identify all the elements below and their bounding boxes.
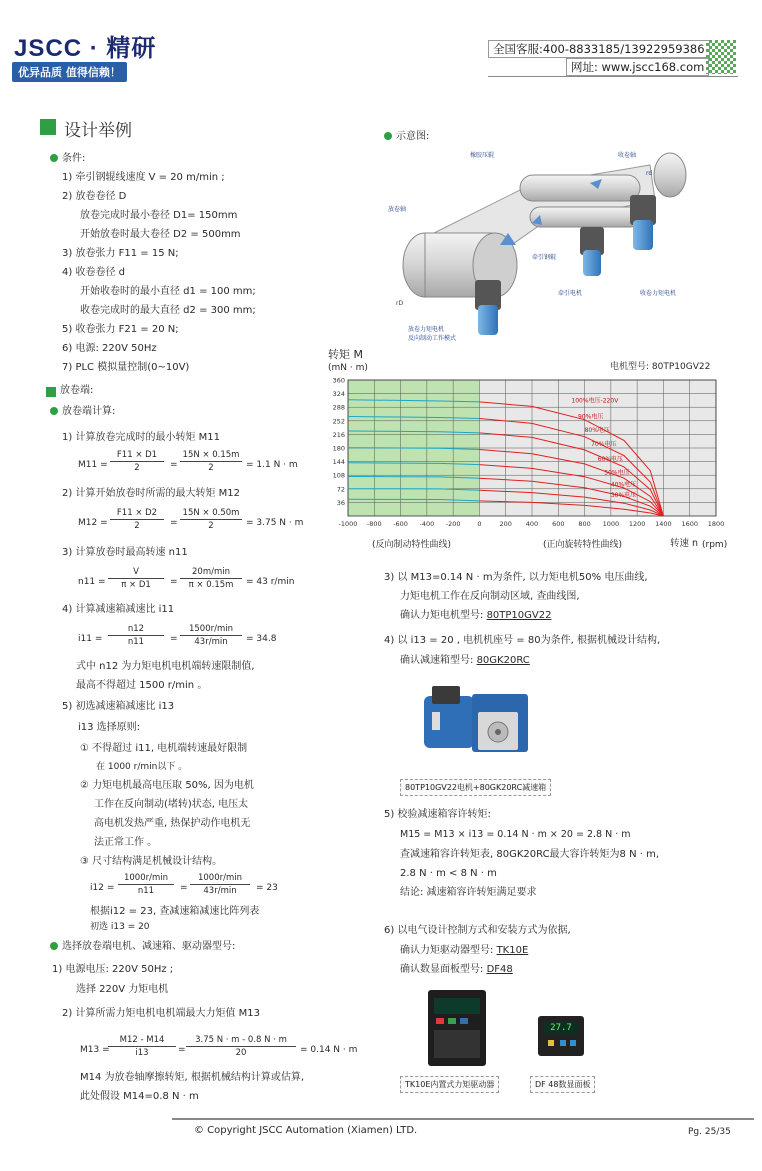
s4-result: = 34.8 xyxy=(246,634,277,644)
cond-2: 2) 放卷卷径 D xyxy=(62,191,127,202)
chart-model-label: 电机型号: 80TP10GV22 xyxy=(610,362,711,372)
s5-b2c: 高电机发热严重, 热保护动作电机无 xyxy=(94,818,251,829)
step-1: 1) 计算放卷完成时的最小转矩 M11 xyxy=(62,432,220,443)
s5-den1: n11 xyxy=(137,886,155,896)
chart-xunit: (rpm) xyxy=(702,540,728,550)
lbl-rewind-motor: 收卷力矩电机 xyxy=(640,290,677,297)
sel2-result: = 0.14 N · m xyxy=(300,1045,358,1055)
bullet-icon xyxy=(50,154,58,162)
select-label-text: 选择放卷端电机、减速箱、驱动器型号: xyxy=(62,941,236,952)
s5-c2: 初选 i13 = 20 xyxy=(90,922,150,932)
photo3-caption: DF 48数显面板 xyxy=(530,1076,595,1093)
s5-b3: ③ 尺寸结构满足机械设计结构。 xyxy=(80,856,223,867)
s3-num1: V xyxy=(108,567,164,579)
panel-button-icon xyxy=(570,1040,576,1046)
series-label: 100%电压-220V xyxy=(571,397,619,405)
motor-traction-icon xyxy=(580,227,604,276)
r6c-pre: 确认数显面板型号: xyxy=(400,964,487,975)
series-label: 60%电压 xyxy=(597,455,624,463)
series-label: 90%电压 xyxy=(578,413,604,421)
s5-c1: 根据i12 = 23, 查减速箱减速比阵列表 xyxy=(90,906,260,917)
motor-unwind-icon xyxy=(475,280,501,335)
panel-photo xyxy=(538,1016,584,1056)
sel2-frac1 xyxy=(108,1035,176,1058)
x-tick-label: -400 xyxy=(419,520,435,528)
s5-result: = 23 xyxy=(256,883,278,893)
chart-yunit: (mN · m) xyxy=(328,363,368,373)
sel2-den1: i13 xyxy=(135,1048,149,1058)
footer-rule xyxy=(172,1118,754,1120)
series-label: 40%电压 xyxy=(610,481,637,489)
s4-frac2 xyxy=(180,624,242,647)
x-tick-label: 0 xyxy=(477,520,482,528)
eq: = xyxy=(180,883,188,893)
sel2-note-a: M14 为放卷轴摩擦转矩, 根据机械结构计算或估算, xyxy=(80,1072,305,1083)
step-5: 5) 初选减速箱减速比 i13 xyxy=(62,701,175,712)
s2-frac2 xyxy=(180,508,242,531)
lbl-rD: rD xyxy=(396,300,404,307)
cond-4: 4) 收卷卷径 d xyxy=(62,267,125,278)
series-label: 80%电压 xyxy=(584,427,610,435)
cond-4b: 收卷完成时的最大直径 d2 = 300 mm; xyxy=(80,305,256,316)
unwind-marker xyxy=(46,387,56,397)
r4a: 4) 以 i13 = 20 , 电机机座号 = 80为条件, 根据机械设计结构, xyxy=(384,635,661,646)
s5-den2: 43r/min xyxy=(203,886,237,896)
s1-frac1 xyxy=(110,450,164,473)
x-tick-label: 600 xyxy=(552,520,565,528)
x-tick-label: -800 xyxy=(366,520,382,528)
bullet-icon xyxy=(384,132,392,140)
s4-num2: 1500r/min xyxy=(180,624,242,636)
s3-num2: 20m/min xyxy=(180,567,242,579)
sel2-lhs: M13 = xyxy=(80,1045,110,1055)
eq: = xyxy=(170,460,178,470)
r5b: M15 = M13 × i13 = 0.14 N · m × 20 = 2.8 N · m xyxy=(400,829,631,840)
s1-lhs: M11 = xyxy=(78,460,108,470)
s2-num1: F11 × D2 xyxy=(110,508,164,520)
chart-xlabel: 转速 n xyxy=(670,538,699,549)
cond-1: 1) 牵引钢辊线速度 V = 20 m/min ; xyxy=(62,172,225,183)
steel-roller xyxy=(520,175,640,201)
footer-page: Pg. 25/35 xyxy=(688,1127,731,1137)
r3b: 力矩电机工作在反向制动区域, 查曲线图, xyxy=(400,591,580,602)
s4-lhs: i11 = xyxy=(78,634,103,644)
s4-note1: 式中 n12 为力矩电机电机端转速限制值, xyxy=(76,661,255,672)
sel-1b: 选择 220V 力矩电机 xyxy=(76,984,169,995)
s4-num1: n12 xyxy=(108,624,164,636)
eq: = xyxy=(178,1045,186,1055)
section-title: 设计举例 xyxy=(64,121,132,141)
step-2: 2) 计算开始放卷时所需的最大转矩 M12 xyxy=(62,488,240,499)
s5-frac1 xyxy=(118,873,174,896)
sel-1: 1) 电源电压: 220V 50Hz ; xyxy=(52,964,174,975)
x-tick-label: 1200 xyxy=(628,520,646,528)
sel2-num2: 3.75 N · m - 0.8 N · m xyxy=(186,1035,296,1047)
panel-button-icon xyxy=(560,1040,566,1046)
s2-lhs: M12 = xyxy=(78,518,108,528)
r6b-pre: 确认力矩驱动器型号: xyxy=(400,945,497,956)
lbl-unwind-motor: 放卷力矩电机 xyxy=(408,326,445,333)
x-tick-label: -1000 xyxy=(338,520,358,528)
r4b-pre: 确认减速箱型号: xyxy=(400,655,477,666)
s2-den2: 2 xyxy=(208,521,214,531)
select-label xyxy=(50,940,235,954)
bullet-icon xyxy=(50,942,58,950)
lbl-rewind-shaft: 收卷轴 xyxy=(618,152,637,159)
s1-result: = 1.1 N · m xyxy=(246,460,298,470)
s2-frac1 xyxy=(110,508,164,531)
s5-b1: ① 不得超过 i11, 电机端转速最好限制 xyxy=(80,743,248,754)
cond-2b: 开始放卷时最大卷径 D2 = 500mm xyxy=(80,229,241,240)
unwind-calc-label xyxy=(50,405,115,419)
slogan-badge: 优异品质 值得信赖！ xyxy=(12,62,127,82)
cond-5: 5) 收卷张力 F21 = 20 N; xyxy=(62,324,179,335)
s3-frac1 xyxy=(108,567,164,590)
motor-gearbox-photo xyxy=(412,676,542,776)
x-tick-label: 200 xyxy=(499,520,512,528)
s2-den1: 2 xyxy=(134,521,140,531)
s4-note2: 最高不得超过 1500 r/min 。 xyxy=(76,680,208,691)
y-tick-label: 288 xyxy=(332,403,345,412)
footer-copyright: © Copyright JSCC Automation (Xiamen) LTD. xyxy=(194,1125,418,1136)
s1-num2: 15N × 0.15m xyxy=(180,450,242,462)
r6a: 6) 以电气设计控制方式和安装方式为依据, xyxy=(384,925,571,936)
roller-schematic xyxy=(380,145,720,345)
company-logo: JSCC · 精研 xyxy=(14,35,157,62)
series-label: 30%电压 xyxy=(610,492,637,500)
sel2-num1: M12 - M14 xyxy=(108,1035,176,1047)
sel2-frac2 xyxy=(186,1035,296,1058)
cond-3: 3) 放卷张力 F11 = 15 N; xyxy=(62,248,179,259)
s5-lhs: i12 = xyxy=(90,883,115,893)
motor-model-value: 80TP10GV22 xyxy=(486,610,552,621)
s1-den2: 2 xyxy=(208,463,214,473)
x-tick-label: -200 xyxy=(445,520,461,528)
lbl-mode: 反向制动工作模式 xyxy=(408,335,457,342)
r5a: 5) 校验减速箱容许转矩: xyxy=(384,809,491,820)
s3-result: = 43 r/min xyxy=(246,577,295,587)
checker-pattern-icon xyxy=(706,40,736,74)
y-tick-label: 72 xyxy=(336,485,345,494)
section-title-marker xyxy=(40,119,56,135)
lbl-unwind-shaft: 放卷轴 xyxy=(388,206,407,213)
r6b xyxy=(400,944,528,958)
photo2-caption: TK10E内置式力矩驱动器 xyxy=(400,1076,499,1093)
eq: = xyxy=(170,577,178,587)
sel2-den2: 20 xyxy=(235,1048,247,1058)
panel-model-value: DF48 xyxy=(486,964,513,975)
y-tick-label: 144 xyxy=(332,458,345,467)
s5-num2: 1000r/min xyxy=(190,873,250,885)
x-tick-label: -600 xyxy=(393,520,408,528)
step-3: 3) 计算放卷时最高转速 n11 xyxy=(62,547,188,558)
r5e: 结论: 减速箱容许转矩满足要求 xyxy=(400,887,537,898)
s5-b2d: 法正常工作 。 xyxy=(94,837,158,848)
s3-den1: π × D1 xyxy=(121,580,151,590)
y-tick-label: 108 xyxy=(332,471,345,480)
x-tick-label: 1800 xyxy=(707,520,725,528)
y-tick-label: 216 xyxy=(332,430,345,439)
r5c: 查减速箱容许转矩表, 80GK20RC最大容许转矩为8 N · m, xyxy=(400,849,660,860)
lbl-rd: rd xyxy=(646,170,653,177)
r5d: 2.8 N · m < 8 N · m xyxy=(400,868,497,879)
rewind-roll xyxy=(654,153,686,197)
series-label: 70%电压 xyxy=(591,441,617,449)
eq: = xyxy=(170,518,178,528)
chart-right-region-label: (正向旋转特性曲线) xyxy=(543,540,623,550)
panel-display: 27.7 xyxy=(544,1022,578,1034)
x-tick-label: 1600 xyxy=(681,520,698,528)
x-tick-label: 1400 xyxy=(655,520,672,528)
photo1-caption: 80TP10GV22电机+80GK20RC减速箱 xyxy=(400,779,551,796)
gearbox-model-value: 80GK20RC xyxy=(476,655,530,666)
s3-frac2 xyxy=(180,567,242,590)
website-text: 网址: www.jscc168.com xyxy=(566,58,709,76)
header-divider xyxy=(488,76,738,77)
lbl-steel: 牵引钢辊 xyxy=(532,254,557,261)
r6c xyxy=(400,963,513,977)
header xyxy=(0,0,762,90)
lbl-rubber: 橡胶压辊 xyxy=(470,152,495,159)
s5-b2b: 工作在反向制动(堵转)状态, 电压太 xyxy=(94,799,249,810)
s2-num2: 15N × 0.50m xyxy=(180,508,242,520)
r3c xyxy=(400,609,551,623)
s4-frac1 xyxy=(108,624,164,647)
s1-num1: F11 × D1 xyxy=(110,450,164,462)
s2-result: = 3.75 N · m xyxy=(246,518,304,528)
diagram-label-text: 示意图: xyxy=(396,131,430,142)
sel2-note-b: 此处假设 M14=0.8 N · m xyxy=(80,1091,199,1102)
s5-num1: 1000r/min xyxy=(118,873,174,885)
x-tick-label: 800 xyxy=(578,520,591,528)
chart-left-region-label: (反向制动特性曲线) xyxy=(372,540,452,550)
s5-b1b: 在 1000 r/min以下 。 xyxy=(96,762,188,772)
y-tick-label: 252 xyxy=(332,417,345,426)
s1-den1: 2 xyxy=(134,463,140,473)
x-tick-label: 1000 xyxy=(602,520,620,528)
r3c-pre: 确认力矩电机型号: xyxy=(400,610,487,621)
r4b xyxy=(400,654,530,668)
series-label: 50%电压 xyxy=(604,469,630,477)
lbl-traction: 牵引电机 xyxy=(558,290,583,297)
y-tick-label: 360 xyxy=(332,376,345,385)
rubber-roller xyxy=(530,207,640,227)
driver-model-value: TK10E xyxy=(496,945,529,956)
motor-rewind-icon xyxy=(630,195,656,250)
s1-frac2 xyxy=(180,450,242,473)
cond-6: 6) 电源: 220V 50Hz xyxy=(62,343,157,354)
conditions-label-text: 条件: xyxy=(62,153,86,164)
y-tick-label: 324 xyxy=(332,390,345,399)
s3-lhs: n11 = xyxy=(78,577,106,587)
s3-den2: π × 0.15m xyxy=(188,580,234,590)
s5-b2: ② 力矩电机最高电压取 50%, 因为电机 xyxy=(80,780,254,791)
s5-a: i13 选择原则: xyxy=(78,722,141,733)
unwind-label: 放卷端: xyxy=(60,385,94,396)
conditions-label xyxy=(50,152,85,166)
sel-2: 2) 计算所需力矩电机电机端最大力矩值 M13 xyxy=(62,1008,260,1019)
bullet-icon xyxy=(50,407,58,415)
diagram-label xyxy=(384,130,429,144)
chart-ylabel: 转矩 M xyxy=(328,348,363,361)
cond-4a: 开始收卷时的最小直径 d1 = 100 mm; xyxy=(80,286,256,297)
cond-2a: 放卷完成时最小卷径 D1= 150mm xyxy=(80,210,238,221)
step-4: 4) 计算减速箱减速比 i11 xyxy=(62,604,175,615)
unwind-calc-text: 放卷端计算: xyxy=(62,406,116,417)
s4-den2: 43r/min xyxy=(194,637,228,647)
s5-frac2 xyxy=(190,873,250,896)
y-tick-label: 36 xyxy=(336,498,345,507)
eq: = xyxy=(170,634,178,644)
hotline-text: 全国客服:400-8833185/13922959386 xyxy=(488,40,710,58)
r3a: 3) 以 M13=0.14 N · m为条件, 以力矩电机50% 电压曲线, xyxy=(384,572,648,583)
y-tick-label: 180 xyxy=(332,444,345,453)
s4-den1: n11 xyxy=(127,637,145,647)
driver-photo xyxy=(422,986,492,1072)
panel-button-icon xyxy=(548,1040,554,1046)
x-tick-label: 400 xyxy=(525,520,539,528)
cond-7: 7) PLC 模拟量控制(0~10V) xyxy=(62,362,190,373)
torque-speed-chart xyxy=(326,372,726,562)
